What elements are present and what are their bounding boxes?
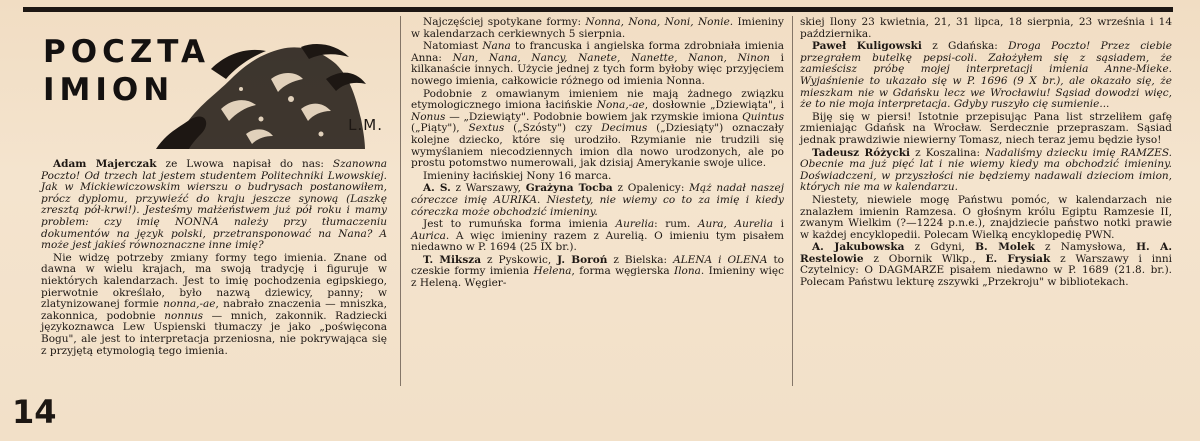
paragraph [411, 219, 784, 254]
text-run: — mnich, zakonnik. Radziecki językoznawca Lew Uspienski tłumaczy je jako „poświęcona Bogu", ale jest to interpretacja przeniosna, nie pokrywająca się z przyjętą etymologią tego imienia. [41, 309, 387, 357]
text-run: , forma węgierska [571, 265, 675, 278]
text-run: H. A. Restelowie [800, 241, 1172, 265]
paragraph [41, 253, 387, 357]
text-run: T. Miksza [423, 253, 481, 266]
text-run: Helena [533, 265, 572, 278]
page-title [43, 33, 223, 109]
text-run: E. Frysiak [985, 252, 1051, 265]
text-run: to francuska i angielska forma zdrobniała imienia Anna: [411, 40, 784, 64]
text-run: Ilona [674, 265, 701, 278]
text-run: z Opalenicy: [612, 182, 690, 195]
text-run: Imieniny w kalendarzach cerkiewnych 5 sierpnia. [411, 16, 784, 40]
page-number: 14 [12, 393, 57, 431]
title-line-2: IMION [43, 72, 175, 108]
text-run: Najczęściej spotykane formy: [423, 16, 586, 28]
text-run: („Szósty") czy [504, 122, 602, 135]
text-run: Aurelia [615, 218, 655, 231]
paragraph [800, 112, 1172, 147]
text-run: („Dziesiąty") oznaczały kolejne dziecko, które się urodziło. Rzymianie nie trudzili się wymyślaniem niecodziennych imion dla nowo urodzonych, ale po prostu potomstwo numerowali, jak dzisiaj Amerykanie swoje ulice. [411, 122, 784, 170]
text-run: Imieniny łacińskiej Nony 16 marca. [423, 169, 612, 182]
text-run: Nonus [411, 110, 446, 123]
paragraph [800, 242, 1172, 288]
text-run: Sextus [468, 122, 505, 135]
paragraph [411, 89, 784, 170]
paragraph [411, 41, 784, 87]
paragraph [800, 17, 1172, 40]
text-run: Nona,-ae [596, 99, 645, 112]
text-run: ALENA i OLENA [673, 253, 768, 266]
text-run: Nie widzę potrzeby zmiany formy tego imienia. Znane od dawna w wielu krajach, ma swoją tradycję i figuruje w niektórych kalendarzach. Jest to imię pochodzenia egipskiego, pierwotnie określało, było nazwą dziewicy, panny; w zlatynizowanej formie [41, 251, 387, 311]
author-signature: L.M. [348, 116, 383, 134]
top-rule [23, 7, 1173, 12]
text-run: z Obornik Wlkp., [863, 252, 986, 265]
paragraph [800, 148, 1172, 194]
text-run: Nonna, Nona, Noni, Nonie. [585, 16, 734, 28]
text-run: z Gdyni, [904, 241, 976, 254]
text-run: z Warszawy i inni Czytelnicy: O DAGMARZE pisałem niedawno w P. 1689 (21.8. br.). Polecam Państwu lekturę zszywki „Przekroju" w bibliotekach. [800, 252, 1172, 289]
text-run: A. Jakubowska [812, 241, 905, 254]
text-run: Nan, Nana, Nancy, Nanete, Nanette, Nanon, Ninon [452, 51, 770, 64]
text-run: z Namysłowa, [1034, 241, 1137, 254]
paragraph [800, 195, 1172, 241]
text-run: . Imieniny więc z Heleną. Węgier- [411, 265, 784, 290]
text-run: Decimus [601, 122, 648, 135]
text-run: , dosłownie „Dziewiąta", i [644, 99, 785, 112]
text-run: — „Dziewiąty". Podobnie bowiem jak rzymskie imiona [445, 110, 743, 123]
paragraph [411, 255, 784, 290]
column-1 [41, 17, 387, 358]
text-run: Biję się w piersi! Istotnie przepisując Pana list strzeliłem gafę zmieniając Gdańsk na Wrocław. Serdecznie przepraszam. Sąsiad jednak prawdziwie niewierny Tomasz, niech teraz jemu będzie łyso! [800, 110, 1172, 146]
column-3 [800, 17, 1172, 290]
text-run: z Warszawy, [450, 182, 526, 195]
text-run: z Koszalina: [910, 146, 986, 159]
paragraph [411, 183, 784, 218]
text-run: Natomiast [423, 40, 483, 53]
text-run: to czeskie formy imienia [411, 253, 785, 278]
text-run: : rum. [654, 218, 698, 231]
paragraph [41, 159, 387, 252]
text-run: Tadeusz Różycki [812, 146, 911, 159]
text-run: Aurica [411, 229, 446, 242]
column-2 [411, 17, 784, 291]
text-run: Aura, Aurelia [697, 218, 774, 231]
text-run: Jest to rumuńska forma imienia [423, 218, 616, 231]
text-run: J. Boroń [557, 253, 608, 266]
text-run: ze Lwowa napisał do nas: [156, 158, 333, 170]
text-run: Quintus [742, 110, 784, 123]
text-run: . A więc imieniny razem z Aurelią. O imieniu tym pisałem niedawno w P. 1694 (25 IX br.). [411, 229, 784, 254]
text-run: Droga Poczto! Przez ciebie przegrałem butelkę pepsi-coli. Założyłem się z sąsiadem, że zamieścisz próbę mojej interpretacji imienia Anne-Mieke. Wyjaśnienie to ukazało się w P. 1696 (9 X br.), ale okazało się, że mieszkam nie w Gdańsku lecz we Wrocławiu! Sąsiad dowodzi więc, że to nie moja interpretacja. Gdyby ruszyło cię sumienie... [800, 40, 1172, 111]
column-divider [400, 16, 401, 386]
paragraph [411, 17, 784, 40]
text-run: Nana [482, 40, 511, 53]
text-run: Paweł Kuligowski [812, 40, 922, 53]
text-run: nonna,-ae [163, 298, 216, 311]
text-run: Niestety, niewiele mogę Państwu pomóc, w kalendarzach nie znalazłem imienin Ramzesa. O głośnym królu Egiptu Ramzesie II, zwanym Wielkim (?—1224 p.n.e.), znajdziecie państwo notki prawie w każdej encyklopedii. Polecam Wielką encyklopedię PWN. [800, 193, 1172, 241]
text-run: Nadaliśmy dziecku imię RAMZES. Obecnie ma już pięć lat i nie wiemy kiedy ma obchodzić imieniny. Doświadczeni, w przyszłości nie będziemy nadawali dzieciom imion, których nie ma w kalendarzu. [800, 146, 1173, 194]
text-run: („Piąty"), [411, 122, 469, 135]
text-run: z Gdańska: [921, 40, 1009, 53]
text-run: A. S. [423, 182, 451, 195]
text-run: Mąż nadał naszej córeczce imię AURIKA. Niestety, nie wiemy co to za imię i kiedy córeczka może obchodzić imieniny. [411, 182, 784, 218]
text-run: i kilkanaście innych. Użycie jednej z tych form byłoby więc przyjęciem nowego imienia, całkowicie różnego od imienia Nonna. [411, 51, 785, 87]
text-run: Podobnie z omawianym imieniem nie mają żadnego związku etymologicznego imiona łacińskie [411, 87, 784, 112]
text-run: Szanowna Poczto! Od trzech lat jestem studentem Politechniki Lwowskiej. Jak w Mickiewiczowskim wierszu o budrysach postanowiłem, prócz dyplomu, przywieźć do kraju jeszcze synową (Laszkę zresztą pół-krwi!). Jesteśmy małżeństwem już pół roku i mamy problem: czy imię NONNA należy przy tłumaczeniu dokumentów na język polski, przetransponować na Nana? A może jest jakieś równoznaczne inne imię? [41, 158, 387, 252]
text-run: i [773, 218, 785, 231]
text-run: Adam Majerczak [53, 158, 157, 170]
masthead [41, 17, 387, 159]
text-run: nonnus [164, 309, 204, 322]
text-run: z Pyskowic, [481, 253, 558, 266]
text-run: Grażyna Tocba [525, 182, 613, 195]
text-run: z Bielska: [607, 253, 674, 266]
text-run: , nabrało znaczenia — mniszka, zakonnica, podobnie [41, 298, 387, 322]
text-run: skiej Ilony 23 kwietnia, 21, 31 lipca, 18 sierpnia, 23 września i 14 października. [800, 16, 1172, 40]
paragraph [800, 41, 1172, 111]
text-run: B. Molek [975, 241, 1035, 254]
column-divider [792, 16, 793, 386]
paragraph [411, 171, 784, 183]
title-line-1: POCZTA [43, 34, 211, 70]
